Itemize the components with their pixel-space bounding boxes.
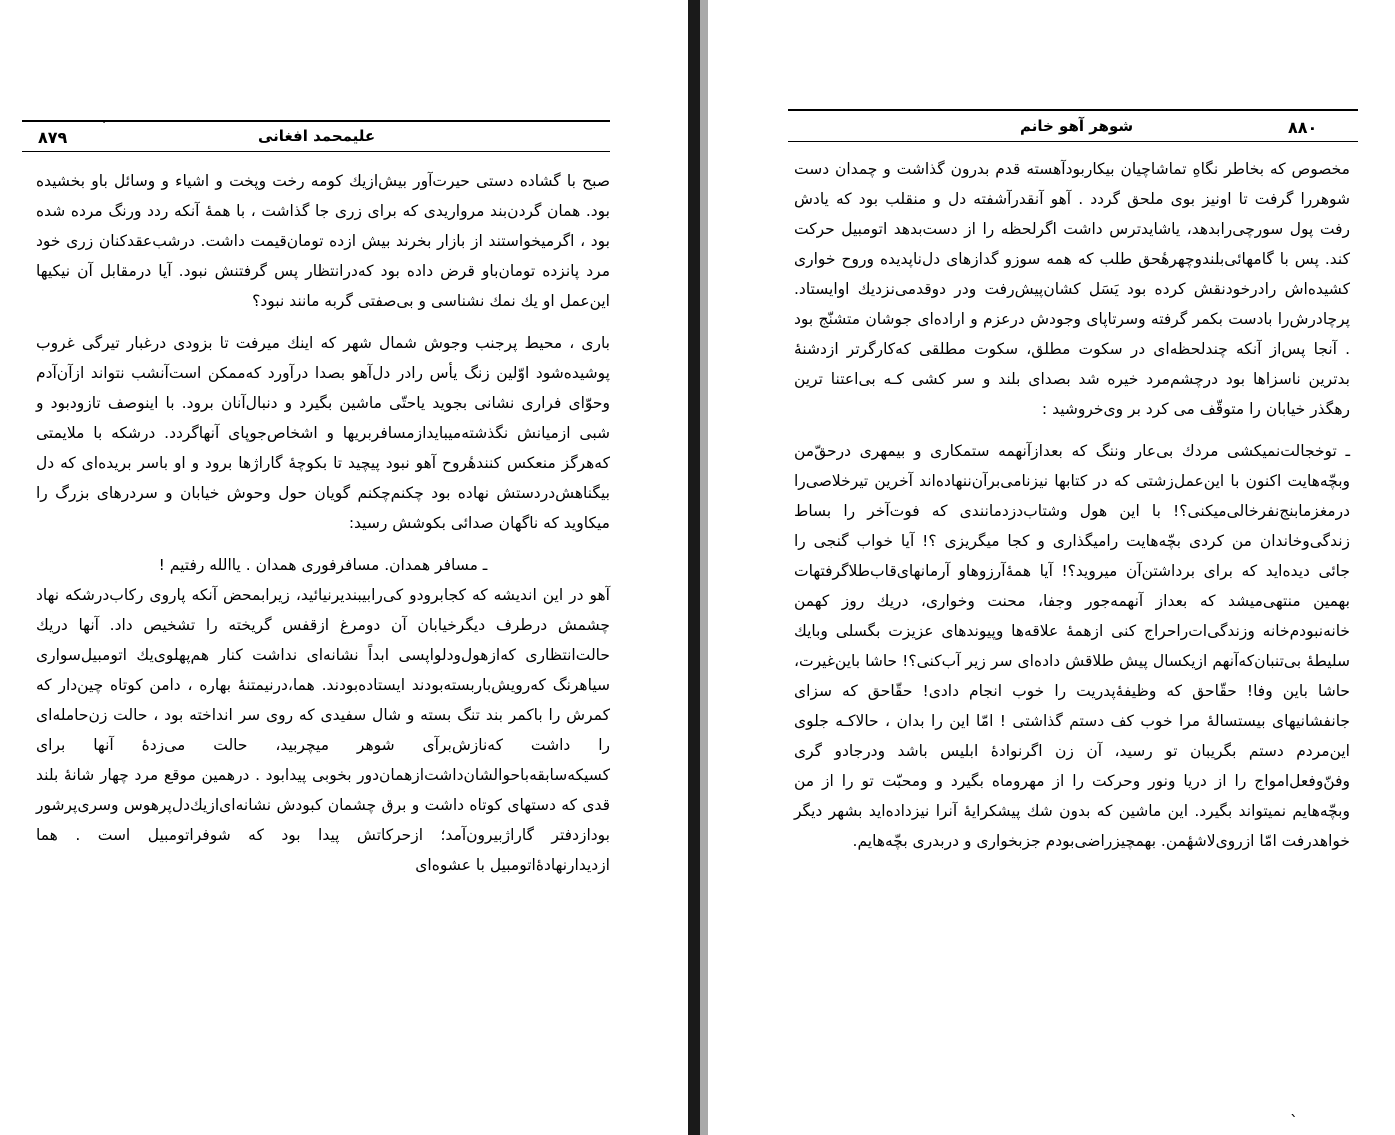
right-body-text (794, 154, 1350, 856)
left-paragraph-3: آهو در این اندیشه که کجابرودو کی‌رابیبندیرنیائید، زیرابمحض آنکه پاروی رکاب‌درشکه نهاد چشمش درطرف دیگرخیابان آن دومرغ ازقفس گریخته را تشخیص داد. آنها دریك حالت‌انتظاری که‌ازهول‌ودلواپسی ابداً نشانه‌ای نداشت کنار هم‌پهلوی‌یك اتومبیل‌سواری سیاهرنگ که‌رویش‌باربسته‌بودند ایستاده‌بودند. هما،درنیمتنهٔ بهاره ، دامن کوتاه چین‌دار که‌ کمرش را باکمر بند تنگ بسته و شال سفیدی که روی سر انداخته بود ، حالت زن‌حامله‌ای را داشت که‌نازش‌برآی شوهر میچربید، حالت می‌زدهٔ آنها برای کسیکه‌سابقه‌باحوالشان‌داشت‌ازهمان‌دور بخوبی پیدابود . درهمین موقع مرد چهار شانهٔ بلند قدی که دستهای کوتاه داشت و برق چشمان کبودش نشانه‌ای‌ازیك‌دل‌پرهوس وسری‌پرشور بودازدفتر گاراژبیرون‌آمد؛ ازحرکاتش پیدا بود که شوفراتومبیل است . هما ازدیدارنهادهٔ‌اتومبیل با عشوه‌ای (36, 586, 610, 874)
left-paragraph-dialogue: ـ مسافر همدان. مسافرفوری همدان . یاالله رفتیم ! (158, 556, 488, 574)
left-paragraph-2: باری ، محیط پرجنب وجوش شمال شهر که اینك میرفت تا بزودی درغبار تیرگی غروب پوشیده‌شود اوّلین زنگ یأس رادر دل‌آهو بصدا درآورد که‌ممکن است‌آنشب نتواند ازآن‌آدم وحوّای فراری نشانی بجوید یاحتّی ماشین بگیرد و دنبال‌آنان برود. با اینوصف تازودبود و شبی ازمیانش نگذشته‌میبایدازمسافربریها و اشخاص‌جوپای آنها‌گردد. درشکه با ملایمتی که‌هرگز منعکس کنندهٔروح آهو نبود پیچید تا بکوچهٔ گاراژها برود و او باسر بریده‌ای که دل بیگناهش‌دردستش نهاده بود چکنم‌چکنم گویان حول وحوش خیابان و سردرهای بزرگ را میکاوید که ناگهان صدائی بکوشش رسید: (36, 334, 610, 532)
left-header-underline (22, 151, 610, 152)
left-header-rule (22, 120, 610, 122)
left-body-text (36, 166, 610, 880)
right-page-corner-mark: ˎ (1290, 1098, 1298, 1117)
book-gutter-shadow (688, 0, 700, 1135)
right-header-rule (788, 109, 1358, 111)
right-paragraph-1: مخصوص که بخاطر نگاهِ تماشاچیان بیکاربودآهسته قدم بدرون گذاشت و چمدان دست شوهررا گرفت تا اونیز بوی ملحق گردد . آهو آنقدرآشفته دل و منقلب بود که یادش رفت پول سورچی‌رابدهد، یاشایدترس داشت اگرلحظه را از دست‌بدهد اتومبیل حرکت کند. پس با گامهائی‌بلندوچهرهٔحق طلب که همه سوزو گدازهای دل‌ناپدیده وروح خواری کشیده‌اش رادرخودنقش کرده بود یَسَل کشان‌پیش‌رفت ودر دوقدمی‌نزدیك او‌ایستاد. پرچادرش‌را بادست بکمر گرفته وسرتاپای وجودش درعزم و اراده‌ای جوشان متشنّج بود . آنجا پس‌از آنکه چندلحظه‌ای در سکوت مطلق، سکوت مطلقی که‌کارگرتر ازدشنهٔ بدترین ناسزاها بود درچشم‌مرد خیره شد بصدای بلند و سر کشی کـه بی‌اعتنا ترین رهگذر خیابان را متوقّف می کرد بر وی‌خروشید : (794, 160, 1350, 418)
right-page (708, 0, 1395, 1135)
book-gutter-edge (700, 0, 708, 1135)
left-header-title: علیمحمد افغانی (258, 127, 376, 145)
right-paragraph-2: ـ توخجالت‌نمیکشی مردك بی‌عار وننگ که بعدازآنهمه ستمکاری و بیمهری درحقّ‌من وبچّه‌هایت اکنون با این‌عمل‌زشتی که در کتابها نیزنامی‌برآن‌ننهاده‌اند آخرین تیرخلاصی‌را درمغزمابنج‌نفرخالی‌میکنی؟! با این هول وشتاب‌دزدمانندی که فوت‌آخر را بساط زندگی‌وخاندان من کردی بچّه‌هایت رامیگذاری و کجا میگریزی ؟! آیا خواب گنجی را جائی دیده‌اید که برای برداشتن‌آن میروید؟! آیا همهٔ‌آرزوهاو آرمانهای‌قاب‌طلاگرفتهات بهمین منتهی‌میشد که بعداز آنهمه‌جور وجفا، محنت وخواری، دریك روز کهمن خانه‌نبودم‌خانه وزندگی‌ات‌راحراج کنی ازهمهٔ علاقه‌ها وپیوندهای عزیزت بگسلی وبایك سلیطهٔ بی‌تنبان‌که‌آنهم ازیکسال پیش طلاقش داده‌ای سر زیر آب‌کنی؟! حاشا باین‌غیرت، حاشا باین وفا! حقّاحق که وظیفهٔ‌پدریت را خوب انجام دادی! حقّاحق که سزای جانفشانیهای بیستسالهٔ مرا خوب کف دستم گذاشتی ! امّا این را بدان ، حالاکـه جلوی این‌مردم دستم بگریبان تو رسید، آن زن اگرنوادهٔ ابلیس باشد ودرجادو گری وفنّ‌وفعل‌امواج را از دریا ونور وحرکت را از مهروماه بگیرد و ومحبّت تو را از من وبچّه‌هایم نمیتواند بگیرد. این ماشین که بدون شك پیشکرایهٔ آنرا نیزداده‌اید بشهر دیگر خواهدرفت امّا ازروی‌لاشهٔمن. بهمچیزراضی‌بودم جزبخواری و دربدری بچّه‌هایم. (794, 442, 1350, 850)
left-page-number: ۸۷۹ (38, 128, 68, 147)
left-header-tick: ˋ (100, 118, 108, 137)
right-header-underline (788, 141, 1358, 142)
right-header-title: شوهر آهو خانم (1020, 117, 1134, 135)
left-paragraph-1: صبح با گشاده دستی حیرت‌آور بیش‌ازیك کومه رخت وپخت و اشیاء و وسائل باو بخشیده بود. همان گردن‌بند مرواریدی که برای زری جا گذاشت ، با همهٔ آنکه ردد ورنگ مرده شده بود ، اگرمیخواستند از بازار بخرند بیش ازده تومان‌قیمت داشت. درشب‌عقدکنان زری خود مرد پانزده تومان‌باو قرض داده بود که‌درانتظار پس گرفتنش نبود. آیا درمقابل آن نیکیها این‌عمل او یك نمك نشناسی و بی‌صفتی گربه مانند نبود؟ (36, 172, 610, 310)
left-page (0, 0, 688, 1135)
right-page-number: ۸۸۰ (1288, 118, 1318, 137)
